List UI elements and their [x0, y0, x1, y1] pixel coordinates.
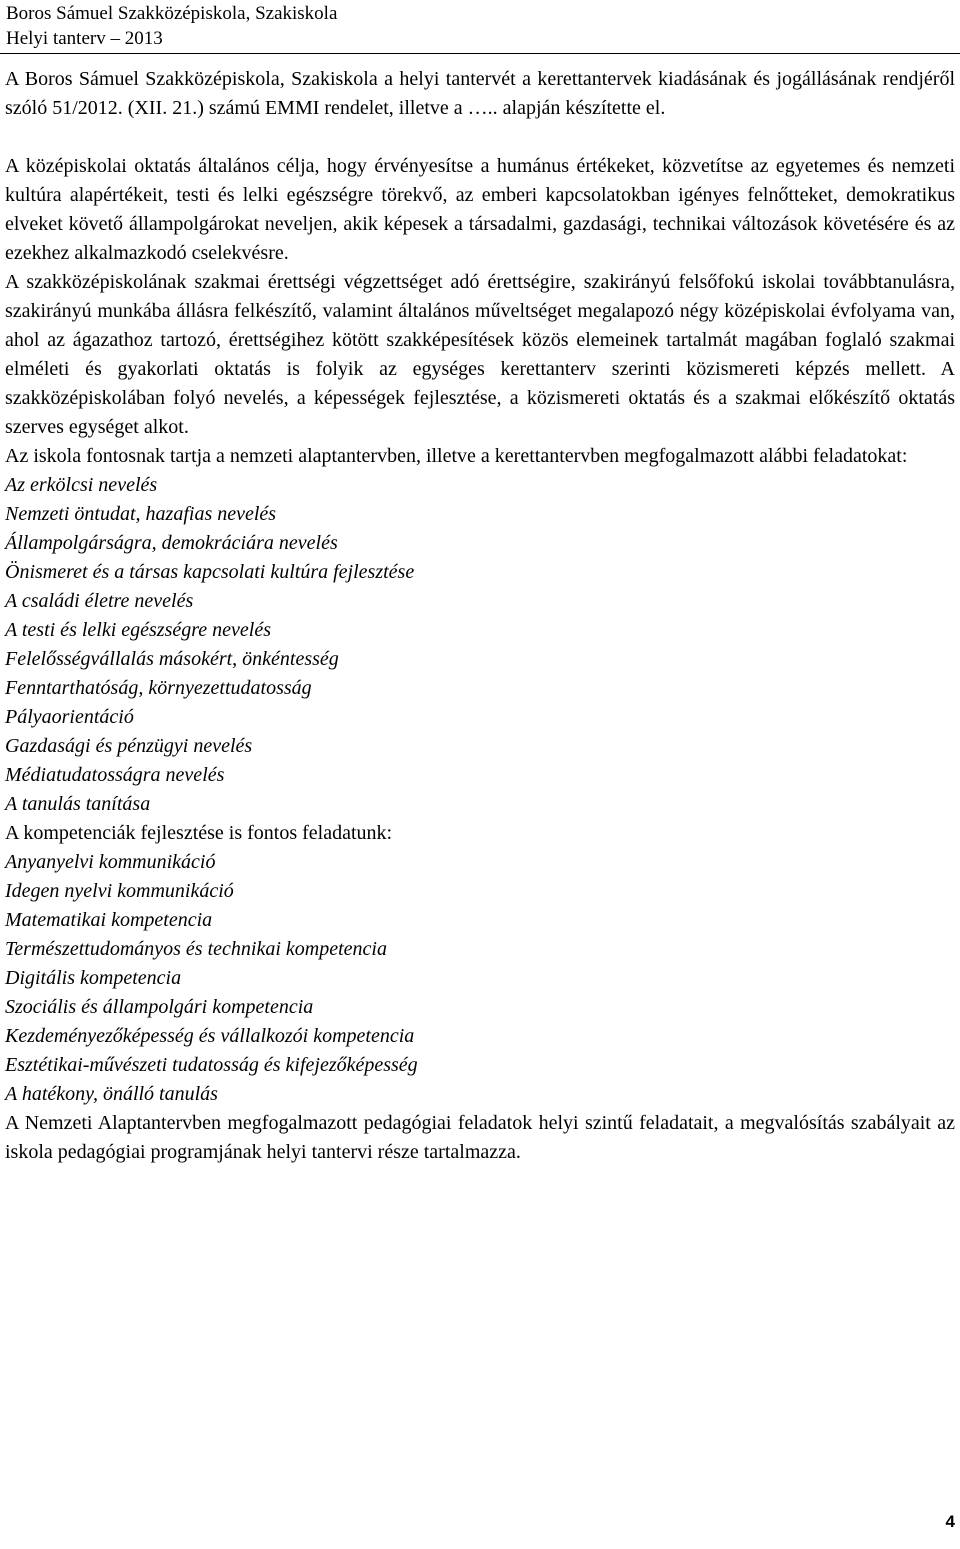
list-item: Médiatudatosságra nevelés [5, 764, 225, 786]
header-document-title: Helyi tanterv – 2013 [6, 28, 163, 49]
list-item: A hatékony, önálló tanulás [5, 1083, 218, 1105]
list-item: Gazdasági és pénzügyi nevelés [5, 735, 253, 757]
closing-paragraph: A Nemzeti Alaptantervben megfogalmazott pedagógiai feladatok helyi szintű feladatait, a megvalósítás szabályait az iskola pedagógiai programjának helyi tantervi része tartalmazza. [5, 1112, 955, 1163]
school-structure-paragraph: A szakközépiskolának szakmai érettségi végzettséget adó érettségire, szakirányú felsőfokú iskolai továbbtanulásra, szakirányú munkába állásra felkészítő, valamint általános műveltséget megalapozó négy középiskolai évfolyama van, ahol az ágazathoz tartozó, érettségihez kötött szakképesítések közös elemeinek tartalmát magában foglaló szakmai elméleti és gyakorlati oktatás is folyik az egységes kerettanterv szerinti közismereti képzés mellett. A szakközépiskolában folyó nevelés, a képességek fejlesztése, a közismereti oktatás és a szakmai előkészítő oktatás szerves egységet alkot. [5, 271, 955, 438]
list-item: A tanulás tanítása [5, 793, 151, 815]
page-number: 4 [945, 1512, 955, 1531]
goals-paragraph: A középiskolai oktatás általános célja, hogy érvényesítse a humánus értékeket, közvetítse az egyetemes és nemzeti kultúra alapértékeit, testi és lelki egészségre törekvő, az emberi kapcsolatokban igényes felnőtteket, demokratikus elveket követő állampolgárokat neveljen, akik képesek a társadalmi, gazdasági, technikai változások követésére és az ezekhez alkalmazkodó cselekvésre. [5, 155, 955, 264]
tasks-intro-paragraph: Az iskola fontosnak tartja a nemzeti alaptantervben, illetve a kerettantervben megfogalmazott alábbi feladatokat: [5, 445, 908, 467]
list-item: A családi életre nevelés [5, 590, 194, 612]
list-item: Pályaorientáció [5, 706, 134, 728]
page-body [5, 65, 955, 1167]
list-item: Kezdeményezőképesség és vállalkozói kompetencia [5, 1025, 415, 1047]
list-item: Felelősségvállalás másokért, önkéntesség [5, 648, 339, 670]
list-item: Önismeret és a társas kapcsolati kultúra fejlesztése [5, 561, 415, 583]
list-item: Szociális és állampolgári kompetencia [5, 996, 314, 1018]
list-item: Esztétikai-művészeti tudatosság és kifejezőképesség [5, 1054, 418, 1076]
page-header [6, 1, 337, 51]
list-item: Idegen nyelvi kommunikáció [5, 880, 234, 902]
list-item: Állampolgárságra, demokráciára nevelés [5, 532, 338, 554]
competencies-intro: A kompetenciák fejlesztése is fontos feladatunk: [5, 822, 393, 844]
list-item: Az erkölcsi nevelés [5, 474, 158, 496]
list-item: Természettudományos és technikai kompetencia [5, 938, 387, 960]
list-item: Digitális kompetencia [5, 967, 182, 989]
list-item: Nemzeti öntudat, hazafias nevelés [5, 503, 277, 525]
list-item: Anyanyelvi kommunikáció [5, 851, 216, 873]
paragraph-spacer [5, 123, 955, 152]
header-divider [0, 53, 960, 54]
list-item: Fenntarthatóság, környezettudatosság [5, 677, 312, 699]
intro-paragraph: A Boros Sámuel Szakközépiskola, Szakiskola a helyi tantervét a kerettantervek kiadásának és jogállásának rendjéről szóló 51/2012. (XII. 21.) számú EMMI rendelet, illetve a ….. alapján készítette el. [5, 68, 955, 119]
list-item: A testi és lelki egészségre nevelés [5, 619, 272, 641]
competencies-list [5, 848, 955, 1109]
list-item: Matematikai kompetencia [5, 909, 213, 931]
tasks-list [5, 471, 955, 819]
header-school-name: Boros Sámuel Szakközépiskola, Szakiskola [6, 3, 338, 24]
